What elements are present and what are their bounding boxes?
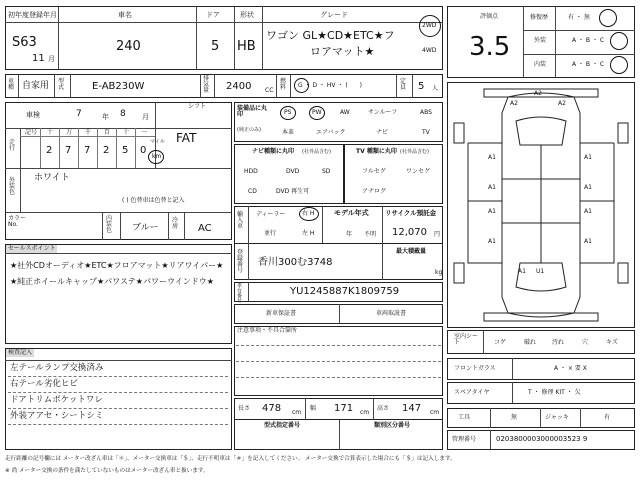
- door-label: ドア: [206, 11, 220, 19]
- model-year-unknown: 不明: [364, 231, 377, 238]
- int-label: 内装: [534, 61, 547, 68]
- repair-none-circle: [599, 9, 617, 27]
- spare-options: T ・ 修理 KIT ・ 欠: [528, 389, 581, 396]
- navi-sd: SD: [322, 168, 331, 175]
- navi-hdd: HDD: [244, 168, 258, 175]
- jack-value: 有: [604, 414, 611, 421]
- wd-top: 2WD: [422, 22, 437, 29]
- model-value: E-AB230W: [92, 81, 145, 92]
- mgmt-value: 0203800003000003523 9: [496, 435, 588, 443]
- recycle-value: 12,070: [392, 227, 427, 238]
- mgmt-label: 管理番号: [452, 436, 477, 443]
- mileage-col-0: 十: [47, 129, 54, 136]
- car-diagram: [448, 83, 634, 327]
- reg-no-label: 登録番号: [237, 249, 244, 274]
- max-load-kg: kg: [435, 269, 443, 276]
- shift-label: シフト: [188, 103, 207, 110]
- mark-5: A1: [488, 184, 496, 191]
- seat-item-0: コゲ: [494, 339, 507, 346]
- model-label: 型 式: [58, 78, 65, 91]
- warranty-manual: 車両取説書: [376, 310, 407, 317]
- seat-item-2: 汚れ: [552, 339, 565, 346]
- model-year-unit: 年: [346, 231, 353, 238]
- seat-label: 室内シート: [454, 333, 479, 346]
- import-hand-l: 左 H: [302, 230, 315, 237]
- mark-11: U1: [536, 268, 545, 275]
- mileage-label: 走行: [9, 139, 16, 152]
- length-label: 長さ: [238, 405, 251, 412]
- equip-leather: 本革: [282, 129, 295, 136]
- month-unit: 月: [48, 55, 55, 63]
- navi-dvd-play: DVD 再生可: [276, 188, 310, 195]
- navi-cd: CD: [248, 188, 257, 195]
- exterior-value: ホワイト: [34, 173, 70, 183]
- inspection-month: 8: [120, 109, 126, 119]
- km-label: km: [152, 153, 162, 160]
- max-load-label: 最大積載量: [396, 248, 427, 255]
- reg-month: 11: [32, 53, 45, 64]
- repair-label: 修復歴: [530, 14, 549, 21]
- length-unit: cm: [292, 409, 302, 416]
- mark-6: A1: [584, 184, 592, 191]
- chassis-value: YU1245887K1809759: [290, 286, 400, 297]
- inspector-label: 検査記入: [8, 349, 33, 356]
- ext-label: 外装: [534, 37, 547, 44]
- inspection-year-unit: 年: [102, 113, 109, 121]
- wd-bottom: 4WD: [422, 47, 437, 54]
- mark-0: A2: [510, 100, 518, 107]
- height-value: 147: [402, 403, 422, 414]
- length-value: 478: [262, 403, 282, 414]
- shape: HB: [237, 39, 256, 54]
- equip-aw: AW: [340, 109, 350, 116]
- mileage-col-1: 万: [66, 129, 73, 136]
- car-name-label: 車名: [118, 11, 132, 19]
- mileage-digit-5: 0: [140, 145, 147, 156]
- grade-line2: ロアマット★: [310, 45, 375, 58]
- int-options: A ・ B ・ C: [572, 61, 605, 68]
- jack-label: ジャッキ: [545, 414, 569, 421]
- type-label: 型式指定番号: [264, 422, 301, 429]
- recycle-label: リサイクル預託金: [385, 209, 437, 217]
- cap-label: 定員: [400, 78, 407, 91]
- tv-analog: アナログ: [362, 188, 387, 195]
- grade-line1: ワゴン GL★CD★ETC★フ: [266, 29, 395, 42]
- seat-item-1: 破れ: [524, 339, 537, 346]
- mark-1: A2: [558, 100, 566, 107]
- tv-sub: (社外品含む): [400, 149, 429, 155]
- interior-label: 内装色: [106, 215, 113, 234]
- import-hand-r: 右 H: [302, 210, 315, 217]
- equip-sunroof: サンルーフ: [368, 109, 398, 116]
- width-value: 171: [334, 403, 354, 414]
- inspector-line-3: 外装アアセ・シートシミ: [10, 411, 104, 421]
- warranty-new: 新車保証書: [266, 310, 297, 317]
- disp-label: 排気量: [203, 75, 210, 94]
- height-label: 高さ: [377, 405, 390, 412]
- tv-oneseg: ワンセグ: [406, 168, 431, 175]
- mark-12: A1: [518, 268, 526, 275]
- reg-no-value: 香川300む3748: [258, 257, 333, 268]
- score-value: 3.5: [469, 32, 511, 62]
- tv-label: TV 種類に丸印: [356, 148, 397, 155]
- mark-2: A2: [534, 90, 542, 97]
- mileage-digit-2: 7: [84, 145, 91, 156]
- shift-value: FAT: [176, 131, 197, 145]
- width-unit: cm: [360, 409, 370, 416]
- mileage-col-5: 一: [141, 129, 148, 136]
- interior-color-label: カラー No.: [8, 215, 27, 228]
- int-c-circle: [610, 56, 628, 74]
- lic-label: 車 種: [8, 78, 15, 91]
- ac-label: 冷房: [172, 217, 179, 230]
- import-label: 輸入車: [237, 211, 244, 230]
- model-year-label: モデル年式: [334, 209, 369, 217]
- mileage-digit-1: 7: [65, 145, 72, 156]
- footer-line1: 走行距離の記号欄には メーター改ざん車は「＊」、メーター交換車は「＄」、走行不明車は「＃」を記入してください。 メーター交換で合算表示した場合にも「＄」は記入します。: [5, 456, 456, 462]
- tools-value: 無: [511, 414, 518, 421]
- equipment-sub: (純正のみ): [237, 127, 261, 133]
- grade-label: グレード: [320, 11, 348, 19]
- mark-4: A1: [584, 154, 592, 161]
- mark-3: A1: [488, 154, 496, 161]
- width-label: 幅: [310, 405, 317, 412]
- shape-label: 形状: [240, 11, 254, 19]
- navi-label: ナビ種類に丸印: [252, 148, 295, 155]
- sales-point-line2: ★純正ホイールキャップ★パワステ★パワーウインドウ★: [10, 277, 214, 286]
- interior-value: ブルー: [132, 223, 159, 233]
- glass-options: A ・ × 要 X: [554, 365, 587, 372]
- equipment-label: 装備品に丸印: [237, 105, 268, 118]
- notes-label: 注意事項・不具合箇所: [237, 327, 298, 334]
- inspection-month-unit: 月: [142, 113, 149, 121]
- reg-year: S63: [12, 35, 37, 50]
- import-parallel: 並行: [264, 230, 277, 237]
- equip-abs: ABS: [420, 109, 432, 116]
- ext-c-circle: [610, 32, 628, 50]
- seat-item-4: キズ: [606, 339, 618, 346]
- exterior-note: ( ) 色替車は色替と記入: [122, 197, 185, 204]
- mileage-col-3: 百: [104, 129, 111, 136]
- mileage-digit-0: 2: [46, 145, 53, 156]
- spare-label: スペアタイヤ: [454, 389, 490, 396]
- mileage-col-2: 千: [85, 129, 92, 136]
- cap-unit: 人: [432, 85, 439, 92]
- inspection-year: 7: [76, 109, 82, 119]
- footer-line2: ※ 尚 メーター交換の条件を満たしていないものはメーター改ざん車と扱います。: [5, 468, 209, 474]
- glass-label: フロントガラス: [454, 365, 496, 372]
- mileage-digit-4: 5: [122, 145, 129, 156]
- chassis-label: 車台番号: [237, 283, 243, 304]
- inspection-label: 車検: [26, 111, 40, 119]
- car-name: 240: [116, 39, 141, 54]
- equip-airbag: エアバック: [316, 129, 346, 136]
- mileage-digit-3: 2: [103, 145, 110, 156]
- height-unit: cm: [430, 409, 440, 416]
- import-dealer: ディーラー: [256, 211, 286, 218]
- sales-point-box: [5, 244, 232, 344]
- disp-unit: CC: [265, 87, 274, 94]
- ext-options: A ・ B ・ C: [572, 37, 605, 44]
- sales-point-label: セールスポイント: [8, 245, 56, 252]
- ac-value: AC: [198, 223, 212, 234]
- sales-point-line1: ★社外CDオーディオ★ETC★フロアマット★リアワイパー★: [10, 261, 224, 270]
- seat-item-3: 穴: [582, 339, 589, 346]
- mile-label: マイル: [150, 139, 165, 145]
- class-label: 類別区分番号: [374, 422, 411, 429]
- inspector-line-2: ドアトリムポケットワレ: [10, 395, 103, 405]
- mark-7: A1: [488, 208, 496, 215]
- mark-9: A1: [488, 238, 496, 245]
- navi-dvd: DVD: [286, 168, 300, 175]
- mileage-col-symbol: 記号: [25, 129, 38, 136]
- recycle-unit: 円: [434, 231, 441, 238]
- tv-fullseg: フルセグ: [362, 168, 386, 175]
- cap-value: 5: [418, 81, 425, 92]
- fuel-label: 燃料: [280, 78, 287, 91]
- mileage-col-4: 十: [123, 129, 130, 136]
- equip-pw: PW: [312, 109, 322, 116]
- fuel-options: G ・ D ・ HV ・ ( ): [298, 82, 363, 89]
- repair-options: 有 ・ 無: [568, 14, 590, 21]
- navi-sub: (社外品含む): [302, 149, 331, 155]
- inspector-line-0: 左テールランプ交換済み: [10, 363, 104, 373]
- exterior-label: 外装色: [9, 177, 16, 196]
- score-label: 評価点: [480, 13, 499, 20]
- lic-value: 自家用: [22, 81, 50, 91]
- tools-label: 工具: [458, 414, 471, 421]
- equip-ps: PS: [284, 109, 292, 116]
- inspector-line-1: 右テール劣化ヒビ: [10, 379, 78, 389]
- disp-value: 2400: [226, 81, 252, 92]
- equip-navi: ナビ: [376, 129, 389, 136]
- mark-8: A1: [584, 208, 592, 215]
- reg-year-label: 初年度登録年月: [8, 11, 57, 19]
- equip-tv: TV: [422, 129, 430, 136]
- doors: 5: [211, 39, 220, 54]
- mark-10: A1: [584, 238, 592, 245]
